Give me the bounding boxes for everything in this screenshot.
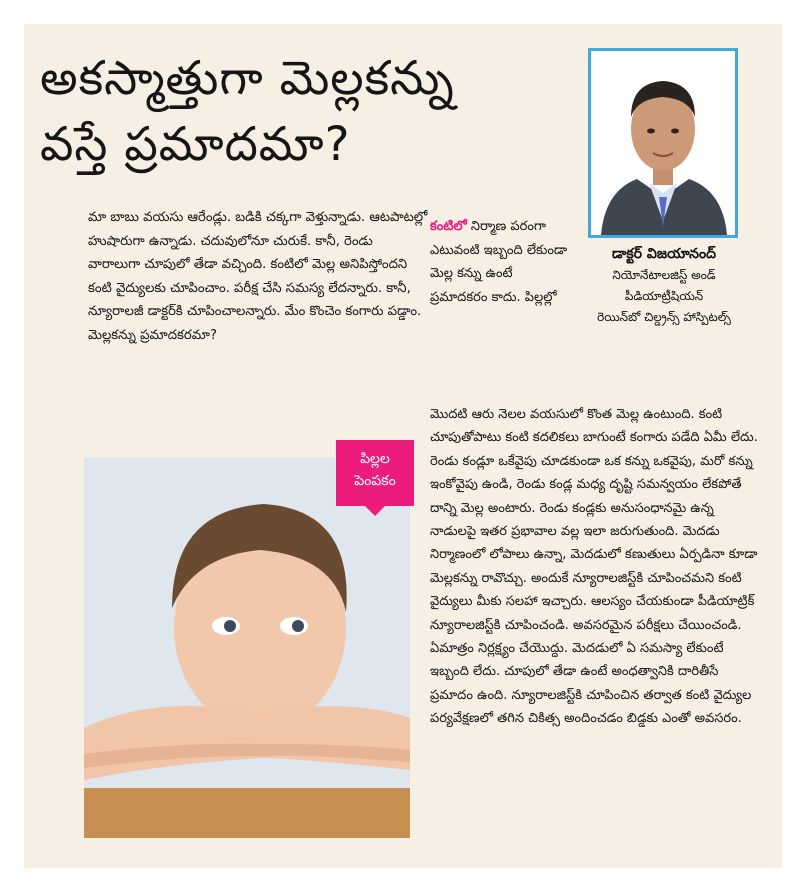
doctor-title-2: పీడియాట్రీషియన్ <box>624 289 704 303</box>
badge-line-1: పిల్లల <box>360 451 390 467</box>
title-line-1: అకస్మాత్తుగా మెల్లకన్ను <box>40 51 455 106</box>
article-title <box>40 46 560 178</box>
category-badge <box>336 440 414 506</box>
answer-top-text: నిర్మాణ పరంగా ఎటువంటి ఇబ్బంది లేకుండా మెల్ల కన్ను ఉంటే ప్రమాదకరం కాదు. పిల్లల్లో <box>430 219 568 305</box>
doctor-name: డాక్టర్ విజయానంద్ <box>612 246 716 262</box>
doctor-caption <box>570 244 758 328</box>
doctor-portrait-illustration <box>591 51 735 235</box>
answer-top-column <box>430 215 570 309</box>
answer-lead-word: కంటిలో <box>430 219 467 234</box>
badge-pointer <box>365 506 385 516</box>
doctor-photo <box>588 48 738 238</box>
child-photo <box>84 458 410 838</box>
badge-line-2: పెంపకం <box>354 473 396 489</box>
doctor-hospital: రెయిన్‌బో చిల్డ్రన్స్ హాస్పిటల్స్ <box>597 310 731 324</box>
child-portrait-illustration <box>84 458 410 838</box>
reader-question: మా బాబు వయసు ఆరేండ్లు. బడికి చక్కగా వెళ్తున్నాడు. ఆటపాటల్లో హుషారుగా ఉన్నాడు. చదువులోనూ చురుకే. కానీ, రెండు వారాలుగా చూపులో తేడా వచ్చింది. కంటిలో మెల్ల అనిపిస్తోందని కంటి వైద్యులకు చూపించాం. పరీక్ష చేసి సమస్య లేదన్నారు. కానీ, న్యూరాలజీ డాక్టర్‌కి చూపించాలన్నారు. మేం కొంచెం కంగారు పడ్డాం. మెల్లకన్ను ప్రమాదకరమా? <box>88 210 428 343</box>
answer-body: మొదటి ఆరు నెలల వయసులో కొంత మెల్ల ఉంటుంది. కంటి చూపుతోపాటు కంటి కదలికలు బాగుంటే కంగారు పడేది ఏమీ లేదు. రెండు కండ్లూ ఒకేవైపు చూడకుండా ఒక కన్ను ఒకవైపు, మరో కన్ను ఇంకోవైపు ఉండి, రెండు కండ్ల మధ్య దృష్టి సమన్వయం లేకపోతే దాన్ని మెల్ల అంటారు. రెండు కండ్లకు అనుసంధానమై ఉన్న నాడులపై ఇతర ప్రభావాల వల్ల ఇలా జరుగుతుంది. మెదడు నిర్మాణంలో లోపాలు ఉన్నా, మెదడులో కణుతులు ఏర్పడినా కూడా మెల్లకన్ను రావొచ్చు. అందుకే న్యూరాలజిస్ట్‌కి చూపించమని కంటి వైద్యులు మీకు సలహా ఇచ్చారు. ఆలస్యం చేయకుండా పీడియాట్రిక్ న్యూరాలజిస్ట్‌కి చూపించండి. అవసరమైన పరీక్షలు చేయించండి. ఏమాత్రం నిర్లక్ష్యం చేయొద్దు. మెదడులో ఏ సమస్యా లేకుంటే ఇబ్బంది లేదు. చూపులో తేడా ఉంటే అంధత్వానికి దారితీసే ప్రమాదం ఉంది. న్యూరాలజిస్ట్‌కి చూపించిన తర్వాత కంటి వైద్యుల పర్యవేక్షణలో తగిన చికిత్స అందించడం బిడ్డకు ఎంతో అవసరం. <box>430 407 758 727</box>
title-line-2: వస్తే ప్రమాదమా? <box>40 117 351 172</box>
doctor-title-1: నియోనేటాలజిస్ట్ అండ్ <box>612 268 716 282</box>
